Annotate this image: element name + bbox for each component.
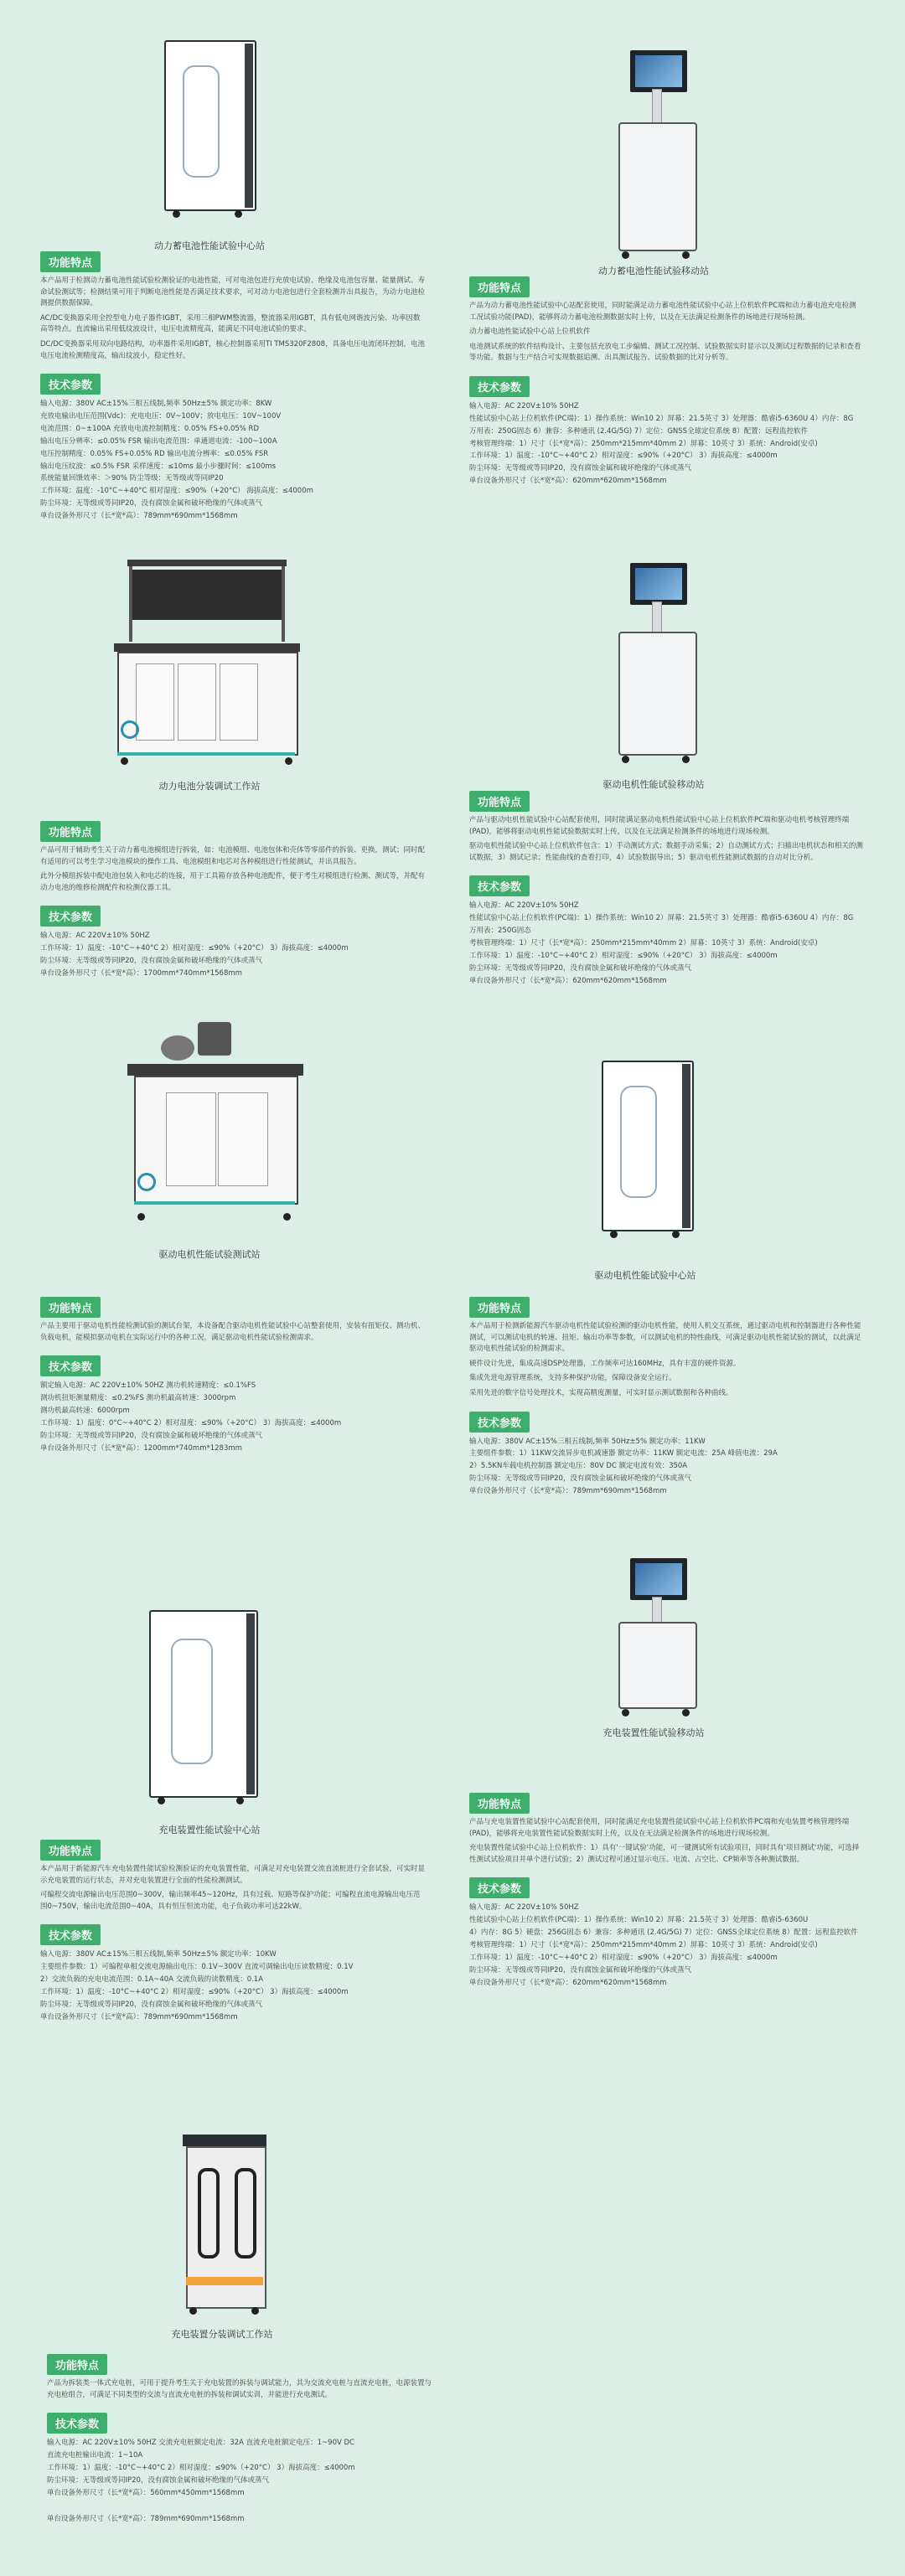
paragraph: 动力蓄电池性能试验中心站上位机软件 — [469, 328, 591, 337]
spec-line: 单台设备外形尺寸（长*宽*高）：620mm*620mm*1568mm — [469, 976, 667, 985]
spec-line: 输入电源：AC 220V±10% 50HZ — [469, 401, 579, 410]
features-badge: 功能特点 — [469, 1793, 530, 1814]
spec-line: 直流充电桩输出电流：1~10A — [47, 2451, 143, 2460]
caption: 驱动电机性能试验移动站 — [602, 779, 705, 790]
paragraph: DC/DC变换器采用双向电路结构，功率器件采用IGBT，核心控制器采用TI TMS320F2808，具备电压电流闭环控制，电池电压电流检测精度高，输出纹波小，稳定性好。 — [40, 339, 426, 360]
paragraph: 产品可用于辅助考生关于动力蓄电池模组进行拆装，如：电池模组、电池包体和壳体等零部件的拆装、更换，测试；同时配有适用的可以考生学习电池模块的操作工具、电池模组和电芯对各种模组进行性能测试，并出具报告。 — [40, 846, 426, 866]
caption: 驱动电机性能试验测试站 — [158, 1249, 261, 1260]
spec-line: 单台设备外形尺寸（长*宽*高）：560mm*450mm*1568mm — [47, 2488, 245, 2497]
spec-line: 2）交流负载的充电电流范围：0.1A~40A 交流负载的读数精度：0.1A — [40, 1975, 264, 1985]
spec-line: 单台设备外形尺寸（长*宽*高）：1200mm*740mm*1283mm — [40, 1443, 242, 1453]
caption: 动力电池分装调试工作站 — [158, 781, 261, 792]
paragraph: 采用先进的数字信号处理技术，实现高精度测量，可实时显示测试数据和各种曲线。 — [469, 1388, 733, 1397]
features-badge: 功能特点 — [40, 251, 101, 272]
features-badge: 功能特点 — [469, 1297, 530, 1318]
spec-list — [469, 900, 863, 987]
paragraph: 电池测试系统的软件结构设计、主要包括充放电工步编辑、测试工况控制、试验数据实时显示以及测试过程数据的记录和查看等功能。数据与生产结合可实现数据追溯、出具测试报告、试验数据的比对分析等。 — [469, 342, 861, 363]
spec-line: 单台设备外形尺寸（长*宽*高）：620mm*620mm*1568mm — [469, 1978, 667, 1987]
section-battery-workbench — [40, 821, 426, 980]
paragraph: 硬件设计先进，集成高速DSP处理器，工作频率可达160MHz，具有丰富的硬件资源。 — [469, 1359, 741, 1368]
specs-badge: 技术参数 — [47, 2413, 107, 2434]
spec-line: 测功机扭矩测量精度：≤0.2%FS 测功机最高转速：3000rpm — [40, 1394, 236, 1403]
paragraph: 本产品用于新能源汽车充电装置性能试验检测验证的充电装置性能，可满足对充电装置交流直流桩进行全套试验，可实时显示充电装置的运行状态，并对充电装置进行全面的性能检测测试。 — [40, 1865, 426, 1885]
section-charger-mobile — [469, 1793, 863, 1990]
spec-line: 单台设备外形尺寸（长*宽*高）：620mm*620mm*1568mm — [469, 477, 667, 486]
spec-line: 考核管理终端：1）尺寸（长*宽*高）：250mm*215mm*40mm 2）屏幕：10英寸 3）系统：Android(安卓) — [469, 1941, 818, 1949]
paragraph: 产品与驱动电机性能试验中心站配套使用，同时能满足驱动电机性能试验中心站上位机软件PC端和驱动电机考核管理终端(PAD)，能够将驱动电机性能试验数据实时上传，以及在无法满足检测条件的场地进行现场检测。 — [469, 816, 850, 836]
features-badge: 功能特点 — [40, 821, 101, 842]
paragraph: 产品为动力蓄电池性能试验中心站配套使用，同时能满足动力蓄电池性能试验中心站上位机软件PC端和动力蓄电池充电检测工况试验功能(PAD)，能够将动力蓄电池检测数据实时上传，以及在无法满足检测条件的场地进行现场检测。 — [469, 302, 856, 322]
spec-line: 单台设备外形尺寸（长*宽*高）：789mm*690mm*1568mm — [469, 1487, 667, 1496]
spec-line: 输入电源：AC 220V±10% 50HZ 交流充电桩额定电流：32A 直流充电桩额定电压：1~90V DC — [47, 2439, 354, 2448]
caption: 驱动电机性能试验中心站 — [594, 1270, 696, 1281]
spec-list — [40, 1380, 426, 1454]
spec-list — [47, 2437, 432, 2525]
spec-line: 防尘环境：无等级或等同IP20，没有腐蚀金属和破坏绝缘的气体或蒸气 — [469, 1965, 691, 1975]
spec-line: 主要组件参数：1）可编程单相交流电源输出电压：0.1V~300V 直流可调输出电压读数精度：0.1V — [40, 1963, 354, 1972]
spec-line: 工作环境：1）温度：-10°C~+40°C 2）相对湿度：≤90%（+20°C） 3）海拔高度：≤4000m — [40, 1988, 349, 1996]
motor-test-bench — [127, 1022, 303, 1231]
specs-badge: 技术参数 — [40, 1924, 101, 1945]
caption: 动力蓄电池性能试验移动站 — [598, 266, 709, 276]
spec-line: 系统能量回馈效率：＞90% 防尘等级：无等级或等同IP20 — [40, 474, 224, 483]
section-motor-bench — [40, 1297, 426, 1454]
spec-line: 电压控制精度：0.05% FS+0.05% RD 输出电流分辨率：≤0.05% FSR — [40, 449, 269, 458]
section-motor-center — [469, 1297, 863, 1498]
caption: 充电装置分装调试工作站 — [171, 2329, 273, 2340]
paragraph: 本产品用于检测动力蓄电池性能试验检测验证的电池性能，可对电池包进行充放电试验、绝缘及电池包容量、能量测试、寿命试验测试等；检测结果可用于判断电池性能是否满足技术要求，可对动力电池包进行全套检测并出具报告，为动力电池检测提供数据保障。 — [40, 276, 426, 308]
specs-badge: 技术参数 — [40, 906, 101, 927]
spec-line: 单台设备外形尺寸（长*宽*高）：789mm*690mm*1568mm — [47, 2514, 245, 2523]
spec-line: 工作环境：1）温度：0°C~+40°C 2）相对湿度：≤90%（+20°C） 3）海拔高度：≤4000m — [40, 1418, 342, 1427]
paragraph: AC/DC变换器采用全控型电力电子器件IGBT，采用三相PWM整流器，整流器采用IGBT，具有低电网谐波污染、功率因数高等特点。直流输出采用低纹波设计，电压电流精度高，能满足不同电池试验的要求。 — [40, 313, 421, 334]
spec-line: 工作环境：1）温度：-10°C~+40°C 2）相对湿度：≤90%（+20°C） 3）海拔高度：≤4000m — [469, 1953, 778, 1962]
specs-badge: 技术参数 — [40, 1355, 101, 1376]
spec-line: 性能试验中心站上位机软件(PC端)：1）操作系统：Win10 2）屏幕：21.5英寸 3）处理器：酷睿i5-6360U 4）内存：8G — [469, 414, 854, 423]
spec-line: 2）5.5KN车载电机控制器 额定电压：80V DC 额定电流有效：350A — [469, 1462, 688, 1471]
charger-assembly-station — [183, 2135, 266, 2319]
spec-line: 考核管理终端：1）尺寸（长*宽*高）：250mm*215mm*40mm 2）屏幕：10英寸 3）系统：Android(安卓) — [469, 939, 818, 947]
spec-line: 单台设备外形尺寸（长*宽*高）：1700mm*740mm*1568mm — [40, 969, 242, 978]
spec-line: 万用表：250G固态 — [469, 927, 531, 936]
spec-list — [40, 1949, 426, 2023]
spec-line: 输出电压分辨率：≤0.05% FSR 输出电流范围：单通道电流：-100~100A — [40, 436, 277, 446]
section-battery-mobile — [469, 276, 863, 488]
spec-line: 充放电输出电压范围(Vdc)：充电电压：0V~100V；放电电压：10V~100V — [40, 412, 282, 421]
spec-line: 工作环境：1）温度：-10°C~+40°C 2）相对湿度：≤90%（+20°C） 3）海拔高度：≤4000m — [40, 944, 349, 953]
section-battery-center — [40, 251, 426, 523]
spec-line: 防尘环境：无等级或等同IP20，没有腐蚀金属和破坏绝缘的气体或蒸气 — [469, 1474, 691, 1484]
spec-line: 万用表：250G固态 6）兼容：多种通讯 (2.4G/5G) 7）定位：GNSS全球定位系统 8）配置：远程监控软件 — [469, 426, 809, 436]
spec-line: 防尘环境：无等级或等同IP20，没有腐蚀金属和破坏绝缘的气体或蒸气 — [47, 2475, 269, 2485]
spec-line: 防尘环境：无等级或等同IP20，没有腐蚀金属和破坏绝缘的气体或蒸气 — [40, 499, 262, 508]
battery-mobile-station — [610, 50, 702, 260]
features-badge: 功能特点 — [40, 1840, 101, 1861]
specs-badge: 技术参数 — [40, 374, 101, 395]
spec-line — [47, 2500, 432, 2513]
spec-list — [469, 1436, 863, 1498]
paragraph: 充电装置性能试验中心站上位机软件：1）具有'一键试验'功能，可一键测试所有试验项目，同时具有'项目测试'功能，可选择性测试试验项目并单个进行试验；2）测试过程可通过显示电压、电流、占空比、CP频率等各种测试数据。 — [469, 1844, 860, 1864]
paragraph: 驱动电机性能试验中心站上位机软件包含：1）手动测试方式；数据手动采集；2）自动测试方式；扫描出电机状态和相关的测试数据，3）测试记录；性能曲线的查看打印，4）试验数据导出；5）驱动电机性能测试数据的自动对比分析。 — [469, 842, 863, 862]
spec-line: 防尘环境：无等级或等同IP20，没有腐蚀金属和破坏绝缘的气体或蒸气 — [40, 1431, 262, 1440]
spec-list — [469, 400, 863, 488]
section-motor-mobile — [469, 791, 863, 988]
spec-list — [40, 398, 426, 523]
paragraph: 可编程交流电源输出电压范围0~300V，输出频率45~120Hz，具有过载、短路等保护功能；可编程直流电源输出电压范围0~750V，输出电流范围0~40A，具有恒压恒流功能，电子负载功率可达22kW。 — [40, 1891, 421, 1911]
battery-assembly-workbench — [111, 553, 303, 771]
spec-line: 性能试验中心站上位机软件(PC端)：1）操作系统：Win10 2）屏幕：21.5英寸 3）处理器：酷睿i5-6360U 4）内存：8G — [469, 914, 854, 923]
spec-line: 输入电源：AC 220V±10% 50HZ — [469, 1903, 579, 1913]
features-badge: 功能特点 — [40, 1297, 101, 1318]
caption: 动力蓄电池性能试验中心站 — [154, 240, 265, 251]
paragraph: 本产品用于检测新能源汽车驱动电机性能试验检测的驱动电机性能，使用人机交互系统，通过驱动电机和控制器进行各种性能测试，可以测试电机的转速、扭矩、输出功率等参数，可以测试电机的特性曲线，可满足驱动电机性能试验的测试，以此满足驱动电机性能试验的检测需求。 — [469, 1322, 861, 1354]
specs-badge: 技术参数 — [469, 1412, 530, 1433]
battery-test-center-cabinet — [164, 40, 256, 225]
charger-mobile-station — [610, 1558, 702, 1717]
spec-line: 输入电源：AC 220V±10% 50HZ — [469, 901, 579, 911]
paragraph: 产品与充电装置性能试验中心站配套使用，同时能满足充电装置性能试验中心站上位机软件PC端和充电装置考核管理终端(PAD)，能够将充电装置性能试验数据实时上传，以及在无法满足检测条件的场地进行现场检测。 — [469, 1818, 850, 1838]
spec-line: 输入电源：AC 220V±10% 50HZ — [40, 932, 150, 941]
specs-badge: 技术参数 — [469, 376, 530, 397]
spec-line: 性能试验中心站上位机软件(PC端)：1）操作系统：Win10 2）屏幕：21.5英寸 3）处理器：酷睿i5-6360U — [469, 1916, 809, 1925]
spec-line: 输入电源：380V AC±15%三相五线制,频率 50Hz±5% 额定功率：10KW — [40, 1950, 277, 1959]
spec-line: 工作环境：温度：-10°C~+40°C 相对湿度：≤90%（+20°C） 海拔高度：≤4000m — [40, 487, 313, 496]
features-badge: 功能特点 — [469, 276, 530, 297]
specs-badge: 技术参数 — [469, 875, 530, 896]
spec-line: 考核管理终端：1）尺寸（长*宽*高）：250mm*215mm*40mm 2）屏幕：10英寸 3）系统：Android(安卓) — [469, 439, 818, 448]
spec-line: 输出电压纹波：≤0.5% FSR 采样速度：≤10ms 最小步骤时间：≤100ms — [40, 462, 277, 471]
spec-line: 工作环境：1）温度：-10°C~+40°C 2）相对湿度：≤90%（+20°C） 3）海拔高度：≤4000m — [47, 2463, 355, 2472]
spec-line: 防尘环境：无等级或等同IP20，没有腐蚀金属和破坏绝缘的气体或蒸气 — [40, 957, 262, 966]
spec-list — [469, 1902, 863, 1989]
motor-mobile-station — [610, 563, 702, 764]
spec-line: 防尘环境：无等级或等同IP20，没有腐蚀金属和破坏绝缘的气体或蒸气 — [469, 464, 691, 473]
spec-list — [40, 930, 426, 980]
motor-test-center-cabinet — [602, 1061, 694, 1245]
spec-line: 输入电源：380V AC±15%三相五线制,频率 50Hz±5% 额定功率：11KW — [469, 1437, 706, 1446]
section-charger-assembly — [47, 2354, 432, 2525]
spec-line: 工作环境：1）温度：-10°C~+40°C 2）相对湿度：≤90%（+20°C） 3）海拔高度：≤4000m — [469, 951, 778, 960]
charger-test-center-cabinet — [149, 1610, 258, 1811]
paragraph: 集成先进电源管理系统，支持多种保护功能，保障设备安全运行。 — [469, 1374, 676, 1383]
features-badge: 功能特点 — [469, 791, 530, 812]
spec-line: 4）内存：8G 5）硬盘：256G固态 6）兼容：多种通讯 (2.4G/5G) 7）定位：GNSS全球定位系统 8）配置：远程监控软件 — [469, 1928, 858, 1938]
spec-line: 单台设备外形尺寸（长*宽*高）：789mm*690mm*1568mm — [40, 512, 238, 521]
spec-line: 防尘环境：无等级或等同IP20，没有腐蚀金属和破坏绝缘的气体或蒸气 — [40, 2000, 262, 2009]
specs-badge: 技术参数 — [469, 1877, 530, 1898]
spec-line: 单台设备外形尺寸（长*宽*高）：789mm*690mm*1568mm — [40, 2012, 238, 2021]
paragraph: 产品为拆装类一体式充电桩，可用于提升考生关于充电装置的拆装与调试能力，其为交流充电桩与直流充电桩，电源装置与充电枪组合，可满足不同类型的交流与直流充电桩的拆装和调试实训，并能进行充电测试。 — [47, 2379, 432, 2399]
paragraph: 此外分模组拆装中配电池包装入和电芯的连接，用于工具箱存放各种电池配件，便于考生对模组进行检测、测试等，并配有动力电池的维修检测配件和检测仪器工具。 — [40, 872, 426, 892]
paragraph: 产品主要用于驱动电机性能检测试验的测试台架，本设备配合驱动电机性能试验中心站整套使用，安装有扭矩仪、测功机、负载电机，能模拟驱动电机在实际运行中的各种工况，满足驱动电机性能试验检测需求。 — [40, 1322, 426, 1342]
spec-line: 主要组件参数：1）11KW交流异步电机减速器 额定功率：11KW 额定电流：25A 峰值电流：29A — [469, 1449, 778, 1458]
caption: 充电装置性能试验移动站 — [602, 1727, 705, 1738]
spec-line: 额定输入电源：AC 220V±10% 50HZ 测功机转速精度：≤0.1%FS — [40, 1381, 256, 1391]
features-badge: 功能特点 — [47, 2354, 107, 2375]
caption: 充电装置性能试验中心站 — [158, 1825, 261, 1835]
spec-line: 测功机最高转速：6000rpm — [40, 1406, 130, 1415]
spec-line: 电流范围：0~±100A 充放电电流控制精度：0.05% FS+0.05% RD — [40, 424, 260, 433]
section-charger-center — [40, 1840, 426, 2024]
spec-line: 防尘环境：无等级或等同IP20，没有腐蚀金属和破坏绝缘的气体或蒸气 — [469, 963, 691, 973]
spec-line: 输入电源：380V AC±15%三相五线制,频率 50Hz±5% 额定功率：8KW — [40, 400, 272, 409]
spec-line: 工作环境：1）温度：-10°C~+40°C 2）相对湿度：≤90%（+20°C） 3）海拔高度：≤4000m — [469, 452, 778, 461]
